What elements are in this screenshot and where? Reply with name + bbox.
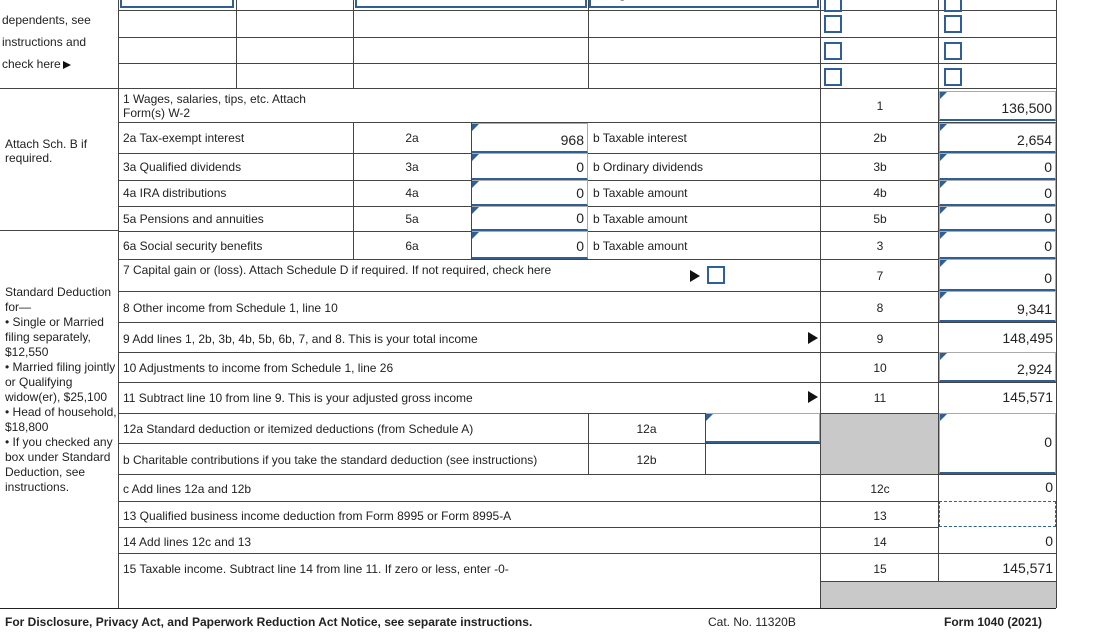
taxable-income-value: 145,571 <box>1002 560 1053 576</box>
field-marker-icon <box>472 232 479 239</box>
line-1-label: 1 Wages, salaries, tips, etc. Attach Form(s) W-2 <box>123 92 306 120</box>
line-11-label: 11 Subtract line 10 from line 9. This is your adjusted gross income <box>123 391 473 405</box>
standard-deduction-note: Standard Deduction for— • Single or Married filing separately, $12,550 • Married filing jointly or Qualifying widow(er), $25,100 • Head of household, $18,800 • If you checked any box under Standard Deduction, see instructions. <box>5 285 117 494</box>
other-dependents-checkbox[interactable] <box>944 42 962 60</box>
arrow-right-icon <box>690 270 700 282</box>
line-3a-number: 3a <box>405 160 419 174</box>
pensions-value: 0 <box>576 210 584 226</box>
line-5b-label: b Taxable amount <box>593 212 688 226</box>
taxable-interest-input[interactable] <box>939 123 1056 153</box>
total-income-value: 148,495 <box>1002 330 1053 346</box>
qualified-dividends-value: 0 <box>576 159 584 175</box>
wages-input[interactable] <box>939 91 1056 121</box>
line-11-number: 11 <box>873 391 887 405</box>
child-tax-credit-checkbox[interactable] <box>824 42 842 60</box>
pensions-taxable-value: 0 <box>1044 210 1052 226</box>
agi-value: 145,571 <box>1002 389 1053 405</box>
dependent-relationship <box>591 0 817 1</box>
field-marker-icon <box>940 260 947 267</box>
standard-deduction-input[interactable] <box>705 413 820 443</box>
line-3b-label: b Ordinary dividends <box>593 160 704 174</box>
line-12a-label: 12a Standard deduction or itemized deductions (from Schedule A) <box>123 422 474 436</box>
line-14-label: 14 Add lines 12c and 13 <box>123 535 252 549</box>
capital-gain-checkbox[interactable] <box>707 266 725 284</box>
side-label-line <box>2 57 71 71</box>
field-marker-icon <box>940 232 947 239</box>
capital-gain-value: 0 <box>1044 270 1052 286</box>
dependent-ssn <box>357 0 585 1</box>
charitable-contributions-input[interactable] <box>939 413 1056 474</box>
line-5a-label: 5a Pensions and annuities <box>123 212 264 226</box>
field-marker-icon <box>940 92 947 99</box>
social-security-value: 0 <box>576 238 584 254</box>
line-6a-label: 6a Social security benefits <box>123 239 263 253</box>
adjustments-input[interactable] <box>939 352 1056 382</box>
line-14-value: 0 <box>1045 533 1053 549</box>
line-5b-number: 5b <box>873 212 887 226</box>
qualified-dividends-input[interactable] <box>471 153 588 180</box>
check-here-text: check here <box>2 57 61 71</box>
other-income-input[interactable] <box>939 291 1056 322</box>
line-10-number: 10 <box>873 361 887 375</box>
line-4b-number: 4b <box>873 186 887 200</box>
other-dependents-checkbox[interactable] <box>944 0 962 12</box>
social-security-input[interactable] <box>471 231 588 259</box>
line-8-label: 8 Other income from Schedule 1, line 10 <box>123 301 338 315</box>
tax-exempt-interest-value: 968 <box>560 132 584 148</box>
line-9-number: 9 <box>876 332 884 346</box>
line-12c-number: 12c <box>870 482 890 496</box>
charitable-contributions-value: 0 <box>1044 434 1052 450</box>
field-marker-icon <box>472 124 479 131</box>
line-2b-label: b Taxable interest <box>593 131 687 145</box>
adjustments-value: 2,924 <box>1016 361 1052 377</box>
dependent-ssn-cell[interactable] <box>355 0 587 8</box>
line-5a-number: 5a <box>405 212 419 226</box>
dependent-relationship-cell[interactable] <box>589 0 819 8</box>
line-7-number: 7 <box>876 269 884 283</box>
ordinary-dividends-input[interactable] <box>939 153 1056 180</box>
line-8-number: 8 <box>876 301 884 315</box>
qbi-deduction-input[interactable] <box>939 501 1056 527</box>
ira-distributions-value: 0 <box>576 185 584 201</box>
field-marker-icon <box>940 292 947 299</box>
dependent-name <box>122 0 232 1</box>
line-7-label: 7 Capital gain or (loss). Attach Schedule D if required. If not required, check here <box>123 263 552 277</box>
form-name: Form 1040 (2021) <box>944 615 1043 629</box>
side-label-line: dependents, see <box>2 13 91 27</box>
side-label-line <box>2 0 102 1</box>
field-marker-icon <box>940 154 947 161</box>
line-13-label: 13 Qualified business income deduction from Form 8995 or Form 8995-A <box>123 509 512 523</box>
line-1-number: 1 <box>876 99 884 113</box>
line-12b-label: b Charitable contributions if you take the standard deduction (see instructions) <box>123 453 538 467</box>
line-6b-number: 3 <box>876 239 884 253</box>
field-marker-icon <box>940 414 947 421</box>
field-marker-icon <box>706 414 713 421</box>
social-security-taxable-input[interactable] <box>939 231 1056 259</box>
child-tax-credit-checkbox[interactable] <box>824 15 842 33</box>
field-marker-icon <box>472 207 479 214</box>
field-marker-icon <box>472 181 479 188</box>
shaded-cell <box>821 414 938 474</box>
line-4a-label: 4a IRA distributions <box>123 186 227 200</box>
line-6a-number: 6a <box>405 239 419 253</box>
line-12c-label: c Add lines 12a and 12b <box>123 482 252 496</box>
arrow-right-icon <box>808 332 818 344</box>
line-3a-label: 3a Qualified dividends <box>123 160 242 174</box>
ira-distributions-input[interactable] <box>471 180 588 206</box>
line-10-label: 10 Adjustments to income from Schedule 1, line 26 <box>123 361 394 375</box>
other-dependents-checkbox[interactable] <box>944 68 962 86</box>
side-label-line: instructions and <box>2 35 87 49</box>
ordinary-dividends-value: 0 <box>1044 159 1052 175</box>
tax-exempt-interest-input[interactable] <box>471 123 588 153</box>
line-4b-label: b Taxable amount <box>593 186 688 200</box>
child-tax-credit-checkbox[interactable] <box>824 68 842 86</box>
line-12b-number: 12b <box>636 453 657 467</box>
wages-value: 136,500 <box>1001 100 1052 116</box>
capital-gain-input[interactable] <box>939 259 1056 291</box>
line-4a-number: 4a <box>405 186 419 200</box>
field-marker-icon <box>940 353 947 360</box>
field-marker-icon <box>940 207 947 214</box>
arrow-right-icon <box>808 391 818 403</box>
disclosure-notice: For Disclosure, Privacy Act, and Paperwork Reduction Act Notice, see separate instructions. <box>5 615 533 629</box>
pensions-taxable-input[interactable] <box>939 206 1056 231</box>
line-14-number: 14 <box>873 535 887 549</box>
pensions-input[interactable] <box>471 206 588 231</box>
other-income-value: 9,341 <box>1016 301 1052 317</box>
line-13-number: 13 <box>873 509 887 523</box>
dependent-name-cell[interactable] <box>120 0 234 8</box>
line-2a-label: 2a Tax-exempt interest <box>123 131 245 145</box>
line-12a-number: 12a <box>636 422 657 436</box>
taxable-interest-value: 2,654 <box>1016 132 1052 148</box>
field-marker-icon <box>940 124 947 131</box>
line-3b-number: 3b <box>873 160 887 174</box>
line-15-number: 15 <box>873 562 887 576</box>
arrow-right-icon <box>63 61 71 69</box>
other-dependents-checkbox[interactable] <box>944 15 962 33</box>
shaded-cell <box>821 582 1056 608</box>
catalog-number: Cat. No. 11320B <box>708 615 796 629</box>
ira-taxable-value: 0 <box>1044 185 1052 201</box>
attach-sch-b-note: Attach Sch. B if required. <box>5 137 88 165</box>
line-15-label: 15 Taxable income. Subtract line 14 from line 11. If zero or less, enter -0- <box>123 562 509 576</box>
line-12c-value: 0 <box>1045 479 1053 495</box>
line-2b-number: 2b <box>873 131 887 145</box>
dependents-side-label <box>2 0 102 1</box>
field-marker-icon <box>940 181 947 188</box>
ira-taxable-input[interactable] <box>939 180 1056 206</box>
child-tax-credit-checkbox[interactable] <box>824 0 842 12</box>
line-2a-number: 2a <box>405 131 419 145</box>
line-9-label: 9 Add lines 1, 2b, 3b, 4b, 5b, 6b, 7, and 8. This is your total income <box>123 332 478 346</box>
line-6b-label: b Taxable amount <box>593 239 688 253</box>
field-marker-icon <box>472 154 479 161</box>
social-security-taxable-value: 0 <box>1044 238 1052 254</box>
